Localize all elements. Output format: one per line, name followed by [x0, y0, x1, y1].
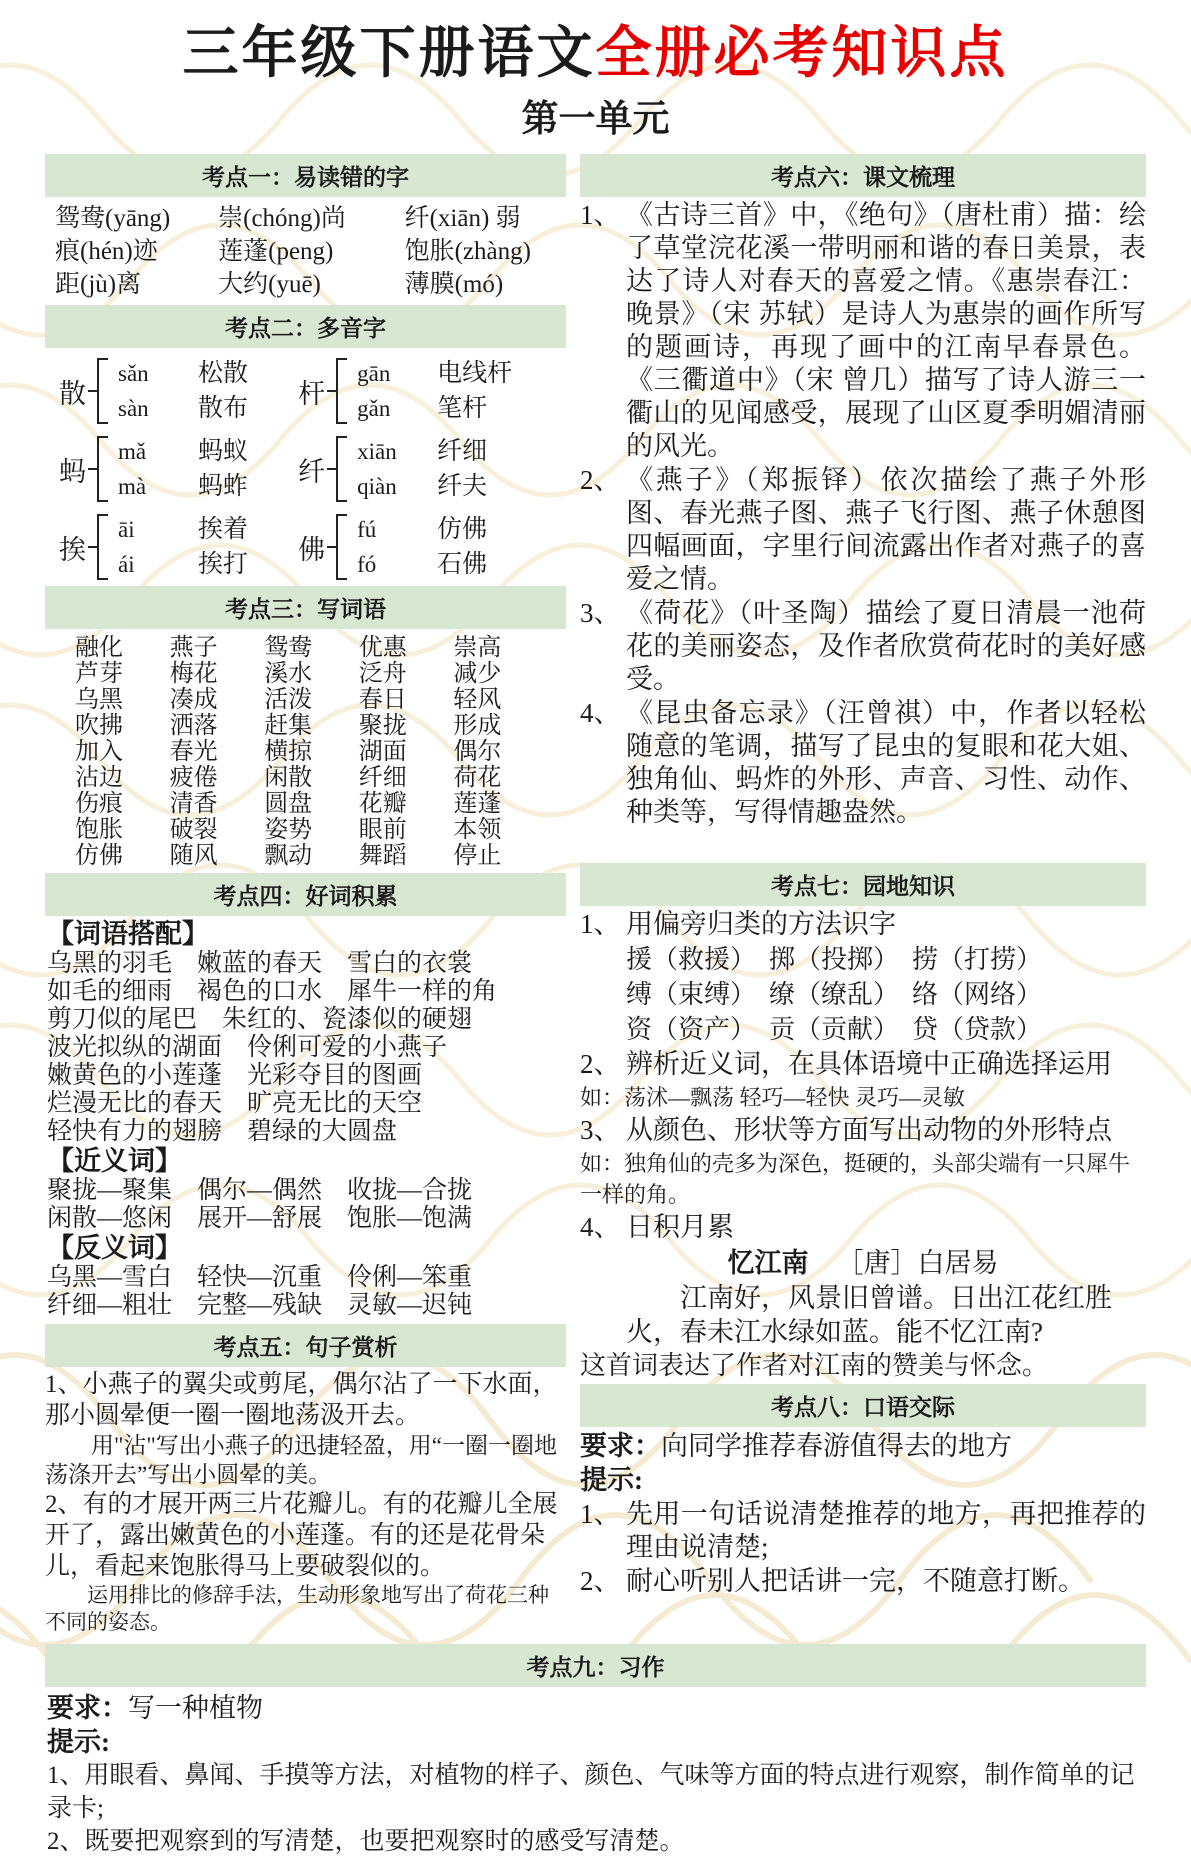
- item-text: 先用一句话说清楚推荐的地方，再把推荐的理由说清楚;: [626, 1499, 1146, 1563]
- misread-char-item: 鸳鸯(yāng): [55, 205, 171, 233]
- dictation-word: 本领: [453, 817, 502, 844]
- section-header-polyphones: 考点二：多音字: [45, 305, 566, 348]
- polyphone-char: 挨: [59, 534, 86, 565]
- pinyin: gǎn: [357, 396, 391, 422]
- dictation-word: 优惠: [358, 635, 407, 662]
- dictation-word: 闲散: [264, 765, 313, 792]
- item-text: 从颜色、形状等方面写出动物的外形特点: [626, 1115, 1112, 1146]
- collocation-line: 烂漫无比的春天 旷亮无比的天空: [47, 1090, 423, 1118]
- requirement-label: 要求：: [47, 1693, 128, 1724]
- sentence-2: 2、有的才展开两三片花瓣儿。有的花瓣儿全展开了，露出嫩黄色的小莲蓬。有的还是花骨朵儿，看起来饱胀得马上要破裂似的。: [45, 1491, 558, 1581]
- dictation-word: 仿佛: [75, 843, 123, 870]
- section-header-sentence-analysis: 考点五：句子赏析: [45, 1324, 566, 1367]
- item-text: 《昆虫备忘录》（汪曾祺）中，作者以轻松随意的笔调，描写了昆虫的复眼和花大姐、独角仙、蚂炸的外形、声音、习性、动作、种类等，写得情趣盎然。: [626, 698, 1146, 828]
- dictation-word: 舞蹈: [358, 843, 407, 870]
- misread-char-item: 饱胀(zhàng): [404, 238, 531, 266]
- unit-subtitle: 第一单元: [521, 99, 670, 141]
- text-review-item: [580, 199, 1146, 463]
- pinyin: mà: [118, 474, 147, 500]
- collocation-line: 如毛的细雨 褐色的口水 犀牛一样的角: [47, 978, 498, 1006]
- item-number: 2、: [580, 465, 621, 496]
- dictation-word: 偶尔: [453, 739, 502, 766]
- pinyin: fó: [357, 552, 377, 578]
- item-number: 4、: [580, 1212, 621, 1243]
- dictation-word: 加入: [75, 739, 123, 766]
- title-black-part: 三年级下册语文: [182, 23, 596, 85]
- dictation-word: 横掠: [264, 739, 313, 766]
- right-column: [580, 152, 1146, 1599]
- section-header-text-review: 考点六：课文梳理: [580, 154, 1146, 197]
- pinyin: ái: [118, 552, 135, 578]
- item-number: 3、: [580, 598, 621, 629]
- dictation-word: 圆盘: [264, 791, 313, 818]
- collocation-line: 嫩黄色的小莲蓬 光彩夺目的图画: [47, 1062, 423, 1090]
- pinyin: xiān: [357, 439, 397, 465]
- polyphone-readings: [108, 358, 248, 424]
- polyphone-entry: [59, 358, 298, 424]
- example-word: 散布: [198, 395, 249, 423]
- collocation-line: 乌黑的羽毛 嫩蓝的春天 雪白的衣裳: [47, 950, 473, 978]
- dictation-word: 鸳鸯: [264, 635, 313, 662]
- item-number: 2、: [580, 1049, 621, 1080]
- dictation-word: 凑成: [169, 687, 218, 714]
- section-header-misread-chars: 考点一：易读错的字: [45, 154, 566, 197]
- dictation-word: 乌黑: [75, 687, 123, 714]
- sentence-2-analysis: 运用排比的修辞手法，生动形象地写出了荷花三种不同的姿态。: [45, 1583, 549, 1635]
- requirement-text: 向同学推荐春游值得去的地方: [661, 1431, 1012, 1462]
- example-word: 挨打: [198, 551, 249, 579]
- example-line: 如：独角仙的壳多为深色，挺硬的，头部尖端有一只犀牛一样的角。: [580, 1151, 1131, 1208]
- synonym-title: 【近义词】: [47, 1146, 182, 1177]
- section-header-writing: 考点九：习作: [45, 1644, 1146, 1687]
- dictation-word: 莲蓬: [453, 791, 502, 818]
- example-line: 如：荡沭—飘荡 轻巧—轻快 灵巧—灵敏: [580, 1085, 966, 1111]
- item-number: 1、: [580, 909, 621, 940]
- antonym-line: 纤细—粗壮 完整—残缺 灵敏—迟钝: [47, 1292, 473, 1320]
- dictation-word: 眼前: [358, 817, 407, 844]
- antonym-title: 【反义词】: [47, 1233, 182, 1264]
- example-word: 纤夫: [437, 473, 488, 501]
- item-number: 3、: [580, 1115, 621, 1146]
- item-text: 日积月累: [626, 1212, 734, 1243]
- hint-label: 提示:: [47, 1727, 110, 1758]
- dictation-word: 活泼: [264, 687, 313, 714]
- brace-icon: [336, 358, 347, 424]
- polyphone-readings: [347, 514, 487, 580]
- dictation-word: 形成: [453, 713, 502, 740]
- synonym-lines: [47, 1177, 566, 1233]
- dictation-word: 芦芽: [75, 661, 123, 688]
- polyphone-entry: [59, 514, 298, 580]
- oral-communication-section: [580, 1429, 1146, 1598]
- polyphone-char: 散: [59, 378, 86, 409]
- writing-hint: 2、既要把观察到的写清楚，也要把观察时的感受写清楚。: [47, 1828, 685, 1856]
- brace-icon: [97, 358, 108, 424]
- example-word: 仿佛: [437, 516, 488, 544]
- misread-char-item: 薄膜(mó): [404, 271, 504, 299]
- dictation-word: 溪水: [264, 661, 313, 688]
- radical-line: 资（资产） 贡（贡献） 贷（贷款）: [626, 1015, 1043, 1045]
- text-review-item: [580, 697, 1146, 829]
- dictation-word: 纤细: [358, 765, 407, 792]
- radical-line: 援（救援） 掷（投掷） 捞（打捞）: [626, 945, 1043, 975]
- item-text: 《古诗三首》中，《绝句》（唐杜甫）描：绘了草堂浣花溪一带明丽和谐的春日美景，表达了诗人对春天的喜爱之情。《惠崇春江：晚景》（宋 苏轼）是诗人为惠崇的画作所写的题画诗，再现了画中的江南早春景色。《三衢道中》（宋 曾几）描写了诗人游三一衢山的见闻感受，展现了山区夏季明媚清丽的风光。: [626, 200, 1146, 462]
- brace-tie: [88, 546, 97, 548]
- dictation-word: 春日: [358, 687, 407, 714]
- good-words-section: [45, 918, 566, 1322]
- sentence-analysis-section: [45, 1369, 566, 1636]
- oral-hint: [580, 1565, 1146, 1598]
- dictation-word: 姿势: [264, 817, 313, 844]
- section-header-good-words: 考点四：好词积累: [45, 873, 566, 916]
- sentence-1: 1、小燕子的翼尖或剪尾，偶尔沾了一下水面，那小圆晕便一圈一圈地荡汲开去。: [45, 1371, 558, 1430]
- brace-tie: [327, 468, 336, 470]
- misread-char-item: 距(jù)离: [55, 271, 142, 299]
- dictation-word: 花瓣: [358, 791, 407, 818]
- dictation-word: 随风: [169, 843, 218, 870]
- section-header-oral-communication: 考点八：口语交际: [580, 1384, 1146, 1427]
- garden-item: [580, 1211, 1146, 1244]
- polyphone-char: 蚂: [59, 456, 86, 487]
- dictation-word: 荷花: [453, 765, 502, 792]
- poem-heading: [580, 1245, 1146, 1281]
- example-word: 纤细: [437, 438, 488, 466]
- brace-tie: [88, 390, 97, 392]
- dictation-word: 清香: [169, 791, 218, 818]
- text-review-section: [580, 199, 1146, 829]
- polyphone-entry: [298, 358, 566, 424]
- polyphone-char: 杆: [298, 378, 326, 409]
- brace-icon: [97, 514, 108, 580]
- collocation-title: 【词语搭配】: [47, 919, 209, 950]
- radical-line: 缚（束缚） 缭（缭乱） 络（网络）: [626, 980, 1043, 1010]
- item-number: 2、: [580, 1566, 621, 1597]
- polyphone-entry: [298, 436, 566, 502]
- dictation-word: 轻风: [453, 687, 502, 714]
- synonym-line: 闲散—悠闲 展开—舒展 饱胀—饱满: [47, 1205, 473, 1233]
- section-header-dictation-words: 考点三：写词语: [45, 586, 566, 629]
- item-number: 1、: [580, 1499, 621, 1530]
- dictation-word: 停止: [453, 843, 502, 870]
- brace-icon: [97, 436, 108, 502]
- hint-label: 提示:: [580, 1465, 643, 1496]
- example-word: 挨着: [198, 516, 249, 544]
- requirement-line: [580, 1429, 1146, 1463]
- dictation-word: 赶集: [264, 713, 313, 740]
- dictation-word: 减少: [453, 661, 502, 688]
- dictation-word: 沾边: [75, 765, 123, 792]
- dictation-word: 破裂: [169, 817, 218, 844]
- dictation-word: 疲倦: [169, 765, 218, 792]
- dictation-word: 吹拂: [75, 713, 123, 740]
- oral-hint: [580, 1498, 1146, 1564]
- dictation-words-list: [45, 631, 566, 871]
- poem-author: ［唐］白居易: [836, 1248, 999, 1279]
- misread-char-item: 崇(chóng)尚: [218, 205, 346, 233]
- polyphone-readings: [347, 358, 512, 424]
- example-word: 电线杆: [437, 360, 513, 388]
- item-text: 用偏旁归类的方法识字: [626, 909, 896, 940]
- dictation-word: 饱胀: [75, 817, 123, 844]
- misread-chars-list: [45, 199, 566, 303]
- requirement-label: 要求：: [580, 1431, 661, 1462]
- requirement-line: [47, 1691, 1144, 1725]
- dictation-word: 伤痕: [75, 791, 123, 818]
- garden-item: [580, 908, 1146, 941]
- section-header-garden-knowledge: 考点七：园地知识: [580, 863, 1146, 906]
- sentence-1-analysis: 用"沾"写出小燕子的迅捷轻盈，用“一圈一圈地荡涤开去”写出小圆晕的美。: [45, 1433, 557, 1488]
- polyphone-readings: [347, 436, 487, 502]
- radical-word-lines: [580, 942, 1146, 1047]
- dictation-word: 泛舟: [358, 661, 407, 688]
- collocation-line: 波光拟纵的湖面 伶俐可爱的小燕子: [47, 1034, 448, 1062]
- item-number: 1、: [580, 200, 621, 231]
- antonym-line: 乌黑—雪白 轻快—沉重 伶俐—笨重: [47, 1264, 473, 1292]
- polyphone-readings: [108, 436, 248, 502]
- two-column-layout: [45, 152, 1146, 1636]
- dictation-word: 春光: [169, 739, 218, 766]
- example-word: 蚂蚱: [198, 473, 249, 501]
- brace-icon: [336, 436, 347, 502]
- item-text: 《荷花》（叶圣陶）描绘了夏日清晨一池荷花的美丽姿态，及作者欣赏荷花时的美好感受。: [626, 598, 1146, 695]
- writing-hints: [47, 1759, 1144, 1858]
- item-text: 《燕子》（郑振铎）依次描绘了燕子外形图、春光燕子图、燕子飞行图、燕子休憩图四幅画面，字里行间流露出作者对燕子的喜爱之情。: [626, 465, 1146, 595]
- example-word: 笔杆: [437, 395, 488, 423]
- title-red-part: 全册必考知识点: [595, 23, 1009, 85]
- misread-char-item: 纤(xiān) 弱: [404, 205, 521, 233]
- collocation-line: 轻快有力的翅膀 碧绿的大圆盘: [47, 1118, 398, 1146]
- garden-item: [580, 1114, 1146, 1147]
- poem-title: 忆江南: [727, 1248, 809, 1279]
- polyphone-list: [45, 350, 566, 584]
- writing-hint: 1、用眼看、鼻闻、手摸等方法，对植物的样子、颜色、气味等方面的特点进行观察，制作简单的记录卡;: [47, 1762, 1135, 1823]
- example-word: 蚂蚁: [198, 438, 249, 466]
- dictation-word: 崇高: [453, 635, 502, 662]
- misread-char-item: 大约(yuē): [218, 271, 321, 299]
- garden-item: [580, 1048, 1146, 1081]
- polyphone-entry: [298, 514, 566, 580]
- garden-knowledge-section: [580, 908, 1146, 1382]
- dictation-word: 燕子: [169, 635, 218, 662]
- polyphone-readings: [108, 514, 248, 580]
- polyphone-char: 佛: [298, 534, 326, 565]
- page-title: [45, 22, 1146, 86]
- polyphone-char: 纤: [298, 456, 326, 487]
- item-number: 4、: [580, 698, 621, 729]
- dictation-word: 梅花: [169, 661, 218, 688]
- dictation-word: 湖面: [358, 739, 407, 766]
- pinyin: mǎ: [118, 439, 147, 465]
- left-column: [45, 152, 566, 1636]
- brace-tie: [88, 468, 97, 470]
- synonym-line: 聚拢—聚集 偶尔—偶然 收拢—合拢: [47, 1177, 473, 1205]
- poem-note: 这首词表达了作者对江南的赞美与怀念。: [580, 1351, 1049, 1381]
- item-text: 辨析近义词，在具体语境中正确选择运用: [626, 1049, 1112, 1080]
- text-review-item: [580, 597, 1146, 696]
- item-text: 耐心听别人把话讲一完，不随意打断。: [626, 1566, 1085, 1597]
- dictation-word: 飘动: [264, 843, 313, 870]
- polyphone-entry: [59, 436, 298, 502]
- pinyin: fú: [357, 517, 377, 543]
- misread-char-item: 莲蓬(peng): [218, 238, 334, 266]
- writing-section: [45, 1689, 1146, 1858]
- pinyin: sǎn: [118, 361, 149, 387]
- dictation-word: 融化: [75, 635, 123, 662]
- brace-tie: [327, 390, 336, 392]
- example-word: 松散: [198, 360, 249, 388]
- pinyin: sàn: [118, 396, 149, 422]
- requirement-text: 写一种植物: [128, 1693, 263, 1724]
- misread-char-item: 痕(hén)迹: [55, 238, 158, 266]
- dictation-word: 聚拢: [358, 713, 407, 740]
- brace-icon: [336, 514, 347, 580]
- example-word: 石佛: [437, 551, 488, 579]
- collocation-line: 剪刀似的尾巴 朱红的、瓷漆似的硬翅: [47, 1006, 473, 1034]
- antonym-lines: [47, 1264, 566, 1320]
- pinyin: qiàn: [357, 474, 397, 500]
- dictation-word: 洒落: [169, 713, 218, 740]
- poem-body: 江南好，风景旧曾谱。日出江花红胜火，春未江水绿如蓝。能不忆江南?: [626, 1283, 1112, 1348]
- collocation-lines: [47, 950, 566, 1146]
- brace-tie: [327, 546, 336, 548]
- pinyin: āi: [118, 517, 135, 543]
- text-review-item: [580, 464, 1146, 596]
- pinyin: gān: [357, 361, 391, 387]
